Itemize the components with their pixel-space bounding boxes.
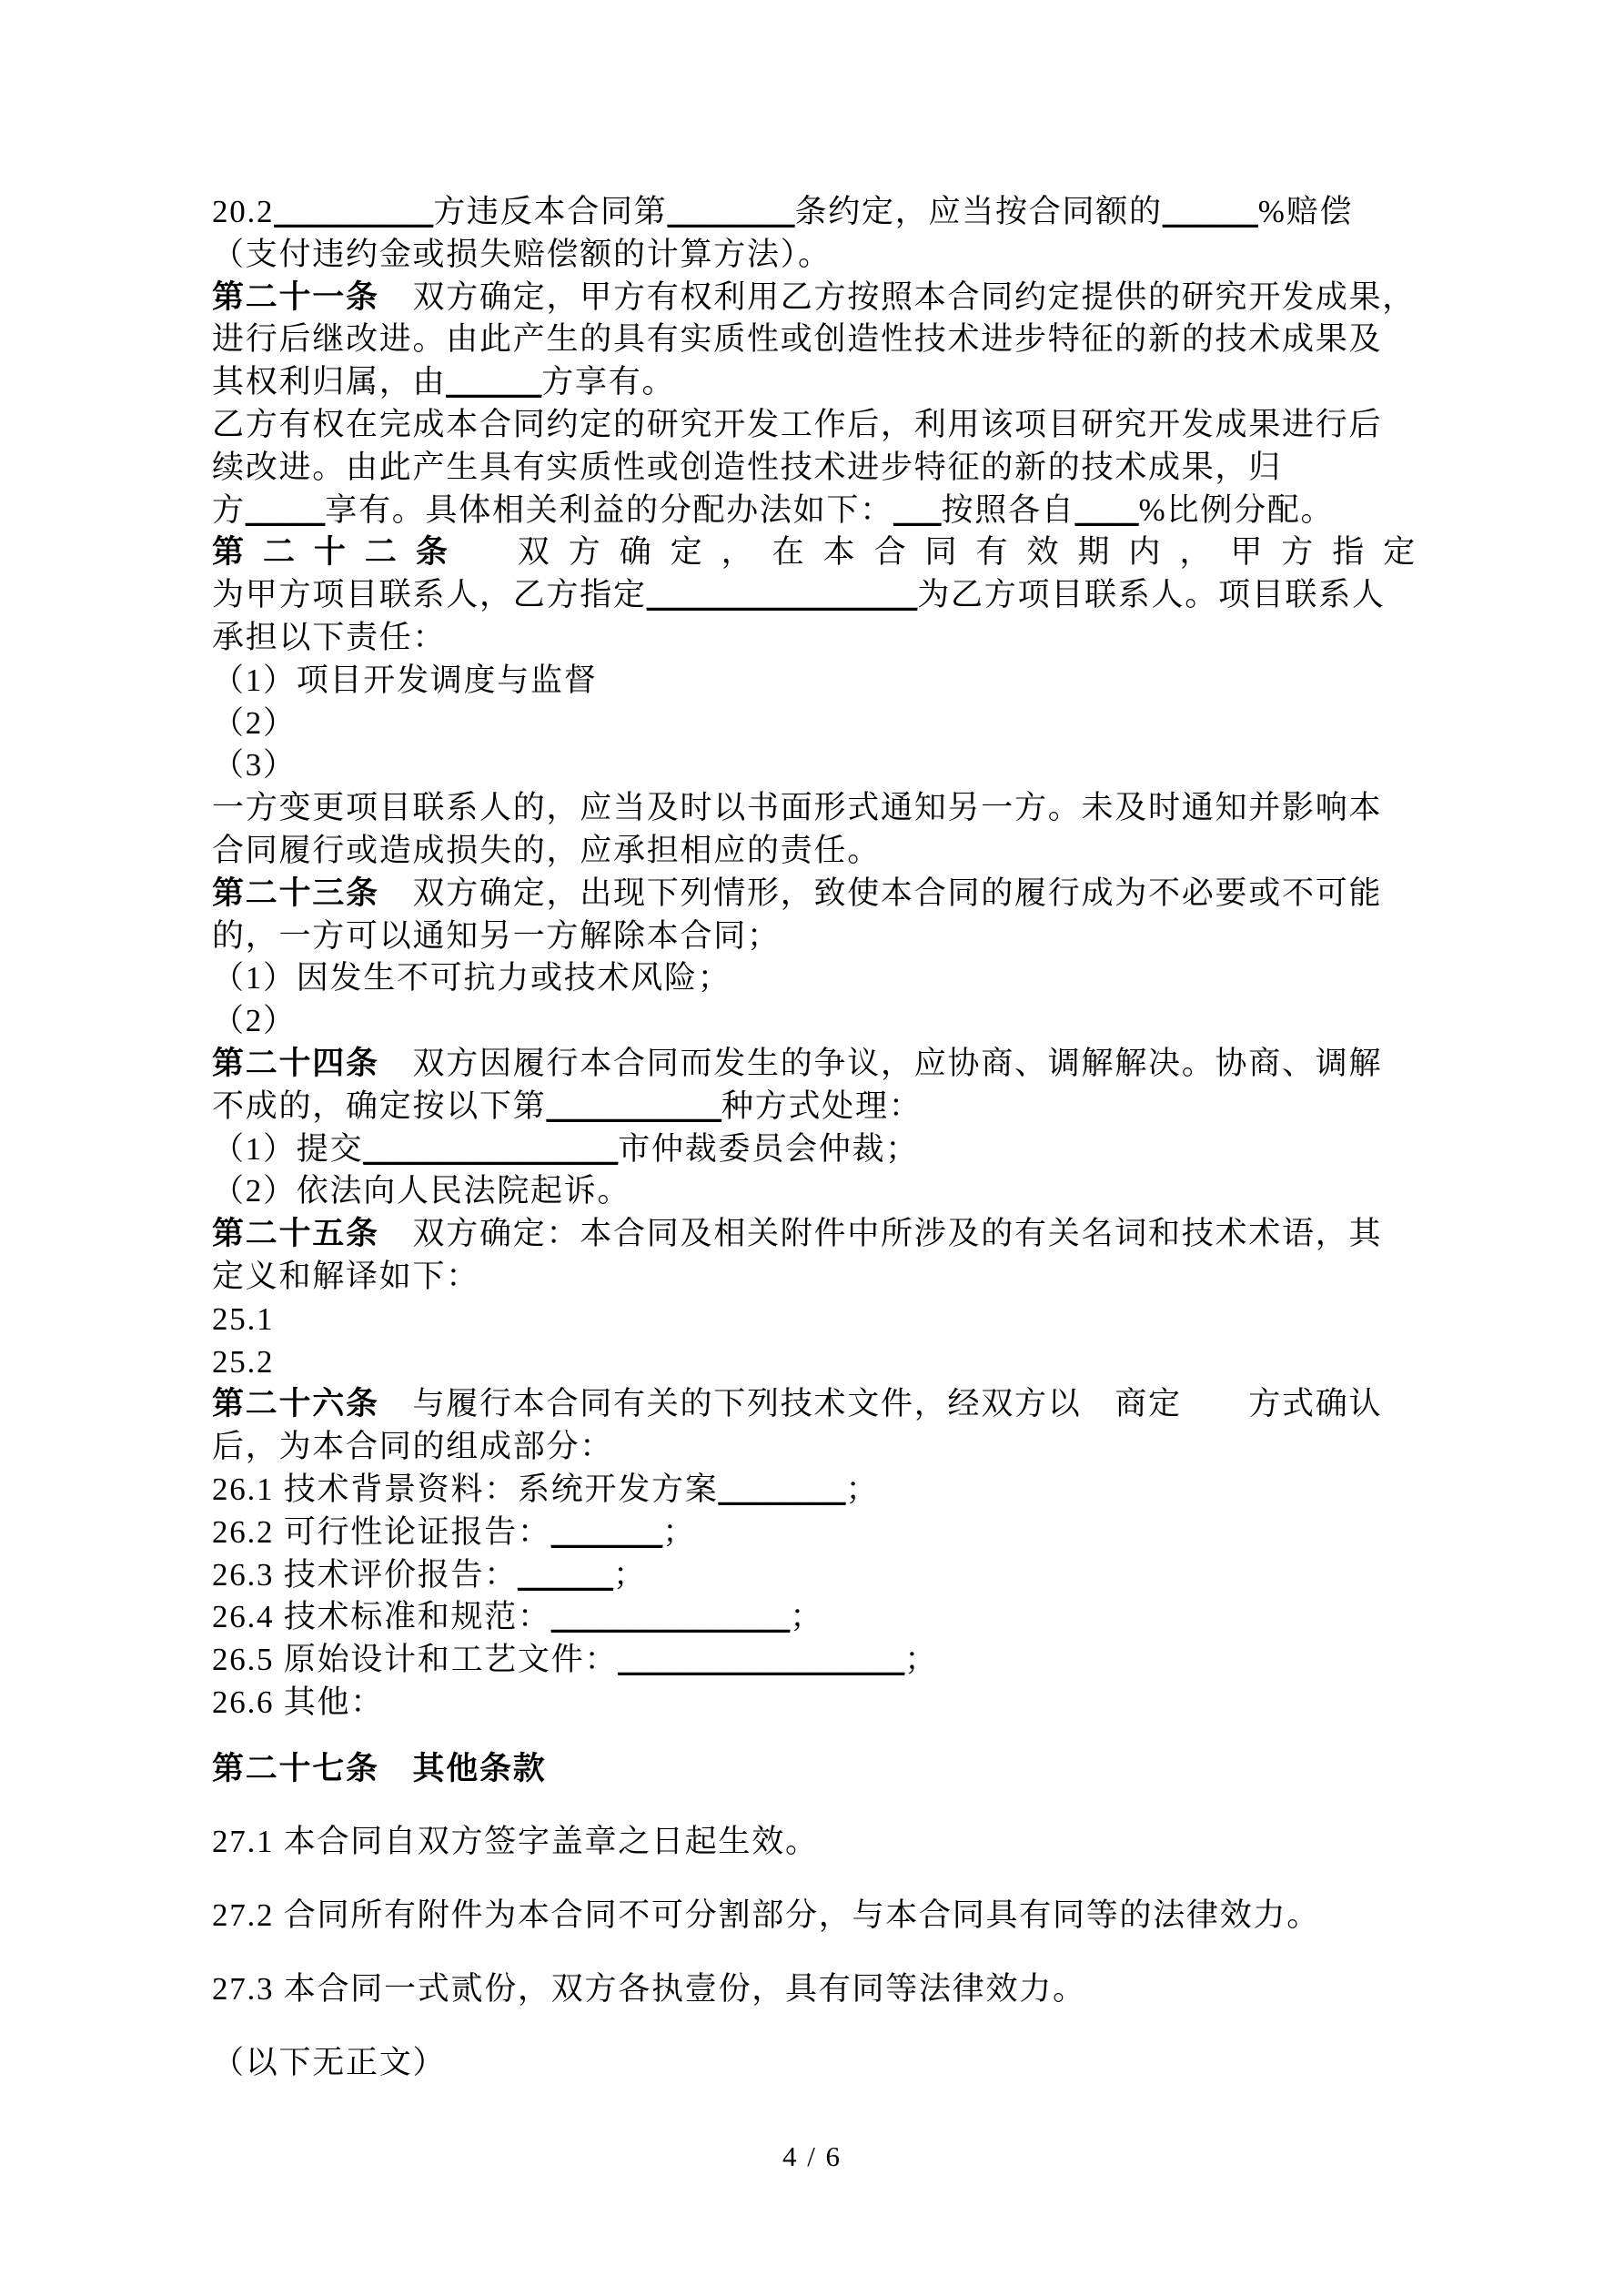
text-segment: 定义和解译如下： bbox=[212, 1258, 480, 1294]
no-more-text-note bbox=[212, 2042, 1417, 2085]
article-23-line-2 bbox=[212, 915, 1417, 958]
fill-in-blank: ________ bbox=[667, 194, 795, 229]
text-segment: 不成的，确定按以下第 bbox=[212, 1087, 547, 1124]
text-segment: 第二十六条 bbox=[212, 1386, 379, 1422]
text-segment: （1）因发生不可抗力或技术风险； bbox=[212, 960, 731, 996]
fill-in-blank: ____ bbox=[1074, 491, 1139, 528]
text-segment: 的，一方可以通知另一方解除本合同； bbox=[212, 917, 781, 954]
article-23-item-1 bbox=[212, 957, 1417, 1000]
clause-26-1 bbox=[212, 1469, 1417, 1512]
page-number: 4 / 6 bbox=[782, 2140, 842, 2172]
clause-26-6 bbox=[212, 1682, 1417, 1725]
fill-in-blank: __________________ bbox=[618, 1642, 905, 1678]
fill-in-blank: __________ bbox=[274, 194, 434, 229]
text-segment: 双方确定：本合同及相关附件中所涉及的有关名词和技术术语，其 bbox=[378, 1216, 1383, 1252]
clause-20-2-note bbox=[212, 234, 1417, 277]
text-segment: 按照各自 bbox=[941, 491, 1075, 528]
text-segment: 25.2 bbox=[212, 1343, 275, 1380]
text-segment: （1）项目开发调度与监督 bbox=[212, 662, 598, 698]
fill-in-blank: _______ bbox=[550, 1513, 663, 1550]
article-21-line-1 bbox=[212, 277, 1417, 319]
fill-in-blank: _______________ bbox=[550, 1599, 791, 1635]
fill-in-blank: _____ bbox=[245, 491, 326, 528]
text-segment: 双方因履行本合同而发生的争议，应协商、调解解决。协商、调解 bbox=[378, 1045, 1383, 1081]
text-segment: （2） bbox=[212, 704, 297, 741]
text-segment: 27.3 本合同一式贰份，双方各执壹份，具有同等法律效力。 bbox=[212, 1971, 1086, 2008]
text-segment: 后，为本合同的组成部分： bbox=[212, 1429, 614, 1465]
article-24-line-2 bbox=[212, 1086, 1417, 1128]
text-segment: %比例分配。 bbox=[1138, 491, 1335, 528]
text-segment: 续改进。由此产生具有实质性或创造性技术进步特征的新的技术成果，归 bbox=[212, 449, 1283, 485]
text-segment: 26.3 技术评价报告： bbox=[212, 1556, 519, 1593]
text-segment: 20.2 bbox=[212, 194, 275, 229]
text-segment: %赔偿 bbox=[1257, 194, 1354, 229]
text-segment: （2） bbox=[212, 1003, 297, 1039]
article-21-line-6 bbox=[212, 490, 1417, 532]
text-segment: （1）提交 bbox=[212, 1130, 364, 1167]
text-segment: 乙方有权在完成本合同约定的研究开发工作后，利用该项目研究开发成果进行后 bbox=[212, 406, 1383, 442]
article-25-line-1 bbox=[212, 1213, 1417, 1256]
text-segment: （以下无正文） bbox=[212, 2044, 447, 2080]
clause-26-3 bbox=[212, 1554, 1417, 1597]
fill-in-blank: _________________ bbox=[646, 577, 918, 613]
text-segment: 26.4 技术标准和规范： bbox=[212, 1599, 551, 1635]
fill-in-blank: ________ bbox=[718, 1471, 846, 1507]
article-22-line-3 bbox=[212, 617, 1417, 660]
article-22-line-1 bbox=[212, 531, 1417, 574]
text-segment: 第二十七条 其他条款 bbox=[212, 1750, 547, 1786]
article-22-item-2 bbox=[212, 703, 1417, 745]
fill-in-blank: ______ bbox=[1162, 194, 1258, 229]
text-segment: 双方确定，甲方有权利用乙方按照本合同约定提供的研究开发成果， bbox=[378, 278, 1417, 315]
clause-27-2 bbox=[212, 1895, 1417, 1937]
fill-in-blank: ___________ bbox=[546, 1087, 722, 1124]
text-segment: 为甲方项目联系人，乙方指定 bbox=[212, 577, 647, 613]
text-segment: 种方式处理： bbox=[721, 1087, 923, 1124]
text-segment: 与履行本合同有关的下列技术文件，经双方以 商定 方式确认 bbox=[378, 1386, 1383, 1422]
text-segment: 方 bbox=[212, 491, 246, 528]
text-segment: ； bbox=[790, 1599, 824, 1635]
text-segment: 为乙方项目联系人。项目联系人 bbox=[917, 577, 1386, 613]
text-segment: 第二十五条 bbox=[212, 1216, 379, 1252]
text-segment: 第二十四条 bbox=[212, 1045, 379, 1081]
text-segment: 一方变更项目联系人的，应当及时以书面形式通知另一方。未及时通知并影响本 bbox=[212, 790, 1383, 826]
clause-27-3 bbox=[212, 1968, 1417, 2011]
article-21-line-5 bbox=[212, 447, 1417, 490]
article-21-line-2 bbox=[212, 319, 1417, 361]
article-27-heading bbox=[212, 1748, 1417, 1791]
text-segment: ； bbox=[845, 1471, 880, 1507]
text-segment: ； bbox=[904, 1642, 939, 1678]
text-segment: 26.6 其他： bbox=[212, 1684, 385, 1720]
text-segment: 第二十三条 bbox=[212, 875, 379, 911]
text-segment: 方享有。 bbox=[541, 364, 676, 400]
article-26-line-1 bbox=[212, 1383, 1417, 1426]
text-segment: 双方确定，在本合同有效期内，甲方指定 bbox=[466, 534, 1417, 571]
text-segment: 第二十二条 bbox=[212, 534, 467, 571]
clause-26-4 bbox=[212, 1596, 1417, 1639]
article-22-line-5 bbox=[212, 830, 1417, 873]
article-26-line-2 bbox=[212, 1426, 1417, 1469]
text-segment: （2）依法向人民法院起诉。 bbox=[212, 1173, 631, 1209]
article-25-line-2 bbox=[212, 1256, 1417, 1299]
text-segment: 27.2 合同所有附件为本合同不可分割部分，与本合同具有同等的法律效力。 bbox=[212, 1897, 1321, 1934]
text-segment: 方违反本合同第 bbox=[433, 194, 668, 229]
text-segment: 承担以下责任： bbox=[212, 619, 447, 655]
text-segment: ； bbox=[662, 1513, 697, 1550]
article-23-item-2 bbox=[212, 1000, 1417, 1043]
clause-26-5 bbox=[212, 1639, 1417, 1682]
fill-in-blank: ______ bbox=[446, 364, 542, 400]
fill-in-blank: ___ bbox=[893, 491, 942, 528]
article-24-item-1 bbox=[212, 1128, 1417, 1171]
fill-in-blank: ______ bbox=[518, 1556, 614, 1593]
text-segment: 进行后继改进。由此产生的具有实质性或创造性技术进步特征的新的技术成果及 bbox=[212, 321, 1383, 358]
text-segment: 其权利归属，由 bbox=[212, 364, 447, 400]
fill-in-blank: ________________ bbox=[363, 1130, 619, 1167]
text-segment: 双方确定，出现下列情形，致使本合同的履行成为不必要或不可能 bbox=[378, 875, 1383, 911]
clause-26-2 bbox=[212, 1512, 1417, 1554]
article-23-line-1 bbox=[212, 873, 1417, 915]
text-segment: （支付违约金或损失赔偿额的计算方法）。 bbox=[212, 236, 832, 272]
text-segment: （3） bbox=[212, 747, 297, 784]
article-21-line-3 bbox=[212, 361, 1417, 404]
clause-27-1 bbox=[212, 1821, 1417, 1864]
article-24-item-2 bbox=[212, 1170, 1417, 1213]
text-segment: 26.1 技术背景资料：系统开发方案 bbox=[212, 1471, 719, 1507]
text-segment: 第二十一条 bbox=[212, 278, 379, 315]
text-segment: 26.5 原始设计和工艺文件： bbox=[212, 1642, 619, 1678]
document-body bbox=[212, 191, 1417, 2085]
clause-25-1 bbox=[212, 1299, 1417, 1341]
text-segment: ； bbox=[613, 1556, 647, 1593]
article-24-line-1 bbox=[212, 1043, 1417, 1086]
article-22-item-1 bbox=[212, 660, 1417, 703]
text-segment: 享有。具体相关利益的分配办法如下： bbox=[325, 491, 894, 528]
text-segment: 市仲裁委员会仲裁； bbox=[618, 1130, 920, 1167]
article-21-line-4 bbox=[212, 404, 1417, 447]
text-segment: 26.2 可行性论证报告： bbox=[212, 1513, 551, 1550]
text-segment: 条约定，应当按合同额的 bbox=[794, 194, 1163, 229]
article-22-line-2 bbox=[212, 574, 1417, 617]
clause-20-2 bbox=[212, 191, 1417, 234]
text-segment: 25.1 bbox=[212, 1300, 275, 1337]
clause-25-2 bbox=[212, 1341, 1417, 1384]
article-22-item-3 bbox=[212, 744, 1417, 787]
text-segment: 合同履行或造成损失的，应承担相应的责任。 bbox=[212, 832, 882, 868]
article-22-line-4 bbox=[212, 787, 1417, 830]
text-segment: 27.1 本合同自双方签字盖章之日起生效。 bbox=[212, 1824, 819, 1860]
